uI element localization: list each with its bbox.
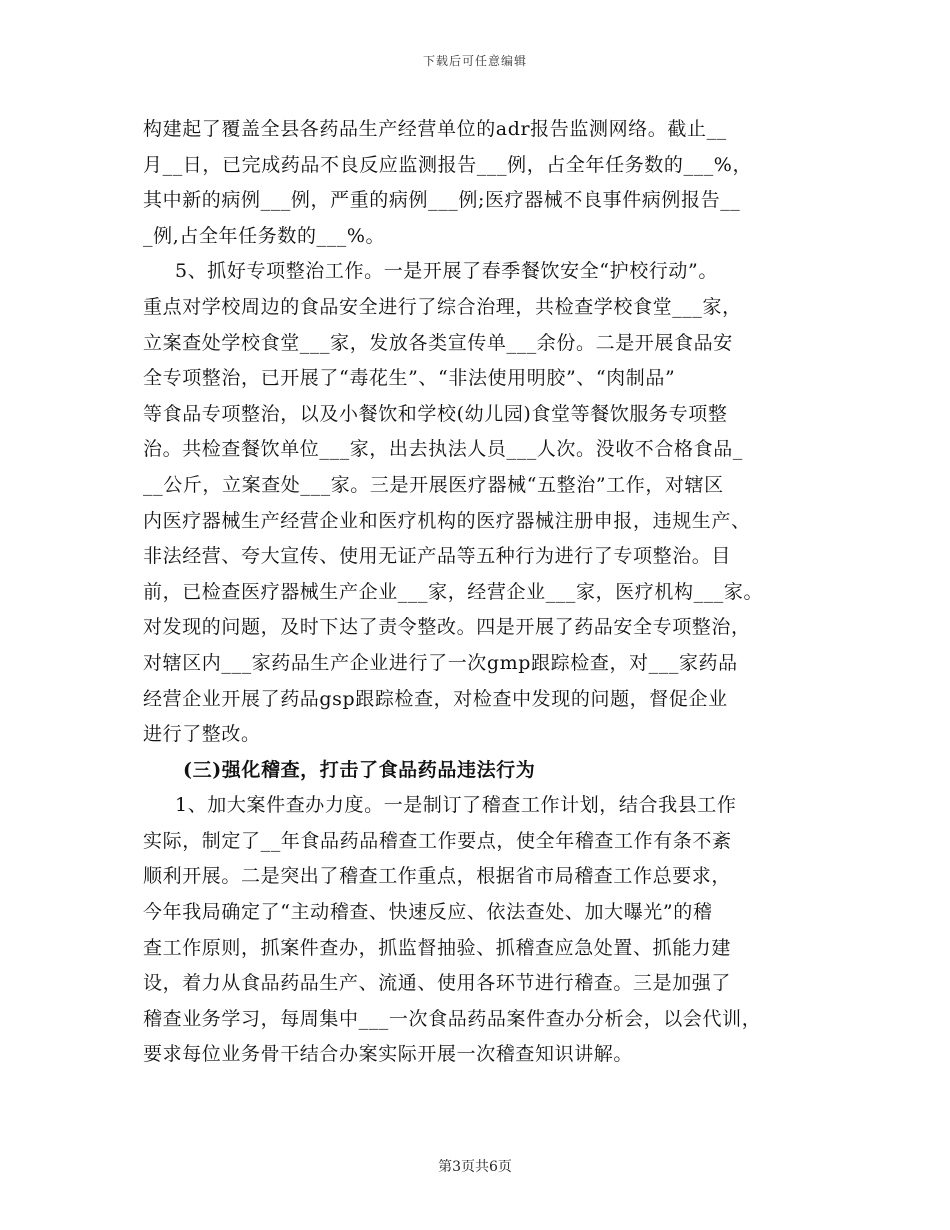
text-line: 月__日，已完成药品不良反应监测报告___例，占全年任务数的___%， [143, 153, 753, 176]
text-line: 重点对学校周边的食品安全进行了综合治理，共检查学校食堂___家， [143, 295, 742, 318]
text-line: 要求每位业务骨干结合办案实际开展一次稽查知识讲解。 [143, 1043, 634, 1066]
text-line: 前，已检查医疗器械生产企业___家，经营企业___家，医疗机构___家。 [143, 580, 764, 603]
text-line: 构建起了覆盖全县各药品生产经营单位的adr报告监测网络。截止__ [143, 118, 727, 140]
text-line: 稽查业务学习，每周集中___一次食品药品案件查办分析会，以会代训， [143, 1007, 762, 1030]
document-body [143, 112, 823, 1073]
page-header: 下载后可任意编辑 [422, 54, 527, 68]
text-line: 等食品专项整治，以及小餐饮和学校(幼儿园)食堂等餐饮服务专项整 [143, 402, 728, 425]
text-line: _例,占全年任务数的___%。 [143, 224, 386, 247]
paragraph-start-line: 5、抓好专项整治工作。一是开展了春季餐饮安全“护校行动”。 [175, 260, 718, 283]
paragraph-start-line: 1、加大案件查办力度。一是制订了稽查工作计划，结合我县工作 [175, 794, 737, 817]
text-line: 今年我局确定了“主动稽查、快速反应、依法查处、加大曝光”的稽 [143, 901, 713, 924]
page-number: 第3页共6页 [438, 1159, 512, 1175]
text-line: __公斤，立案查处___家。三是开展医疗器械“五整治”工作，对辖区 [143, 473, 724, 496]
text-line: 经营企业开展了药品gsp跟踪检查，对检查中发现的问题，督促企业 [143, 687, 728, 710]
text-line: 顺利开展。二是突出了稽查工作重点，根据省市局稽查工作总要求， [143, 865, 732, 888]
text-line: 实际，制定了__年食品药品稽查工作要点，使全年稽查工作有条不紊 [143, 829, 732, 852]
text-line: 对发现的问题，及时下达了责令整改。四是开展了药品安全专项整治， [143, 616, 751, 639]
text-line: 全专项整治，已开展了“毒花生”、“非法使用明胶”、“肉制品” [143, 367, 676, 390]
text-line: 其中新的病例___例，严重的病例___例;医疗器械不良事件病例报告__ [143, 189, 741, 212]
text-line: 对辖区内___家药品生产企业进行了一次gmp跟踪检查，对___家药品 [143, 651, 738, 674]
text-line: 查工作原则，抓案件查办，抓监督抽验、抓稽查应急处置、抓能力建 [143, 936, 732, 959]
text-line: 设，着力从食品药品生产、流通、使用各环节进行稽查。三是加强了 [143, 972, 732, 995]
text-line: 立案查处学校食堂___家，发放各类宣传单___余份。二是开展食品安 [143, 331, 733, 354]
text-line: 治。共检查餐饮单位___家，出去执法人员___人次。没收不合格食品_ [143, 438, 743, 461]
text-line: 内医疗器械生产经营企业和医疗机构的医疗器械注册申报，违规生产、 [143, 509, 751, 532]
text-line: 进行了整改。 [143, 723, 261, 746]
text-line: 非法经营、夸大宣传、使用无证产品等五种行为进行了专项整治。目 [143, 545, 732, 568]
section-heading: (三)强化稽查，打击了食品药品违法行为 [183, 758, 536, 781]
